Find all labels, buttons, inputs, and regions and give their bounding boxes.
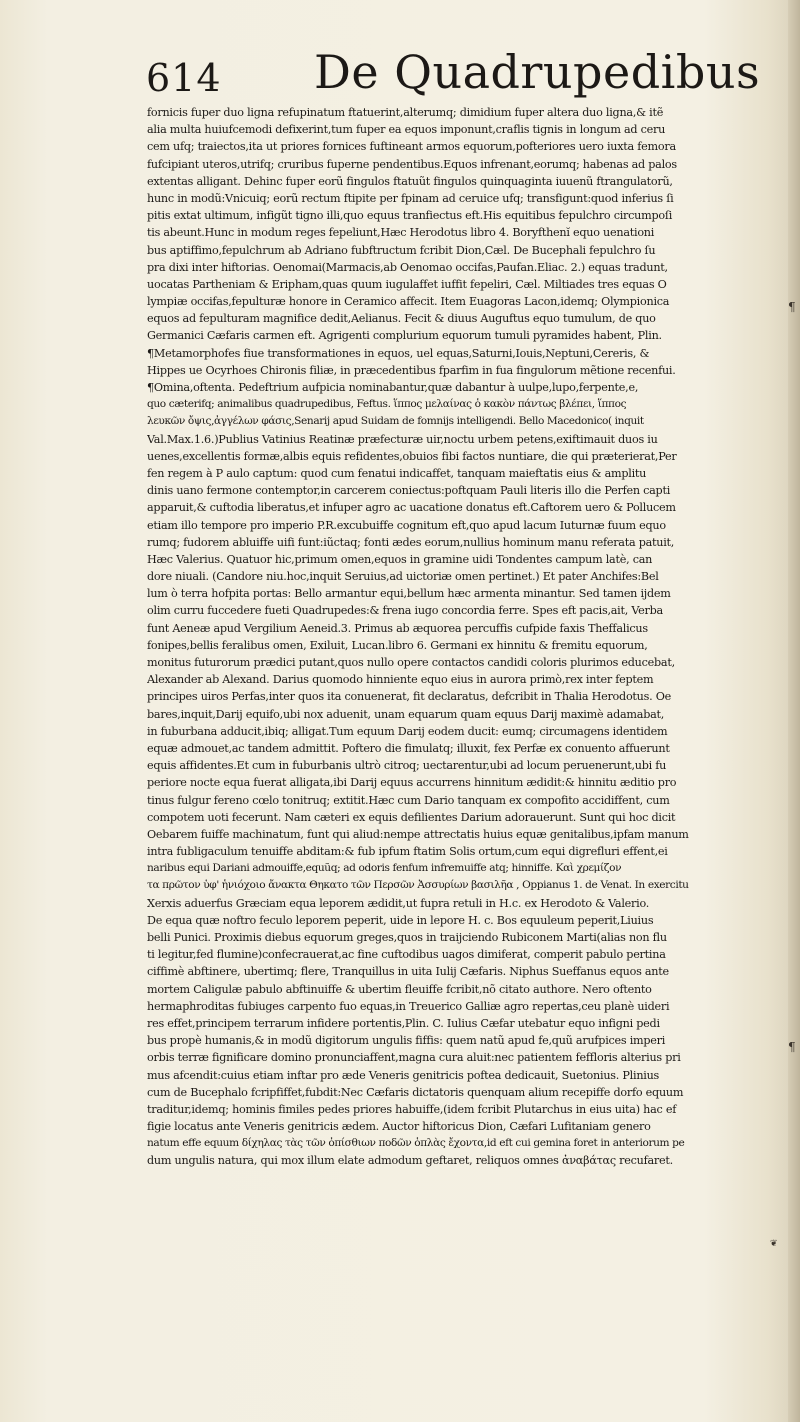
text-line: tinus fulgur fereno cœlo tonitruq; extitit.Hæc cum Dario tanquam ex compofito accidiffent, cum [147,793,670,807]
text-line: hunc in modũ:Vnicuiq; eorũ rectum ftipite per fpinam ad ceruice ufq; transfigunt:quod inferius ſi [147,191,674,205]
text-line: pra dixi inter hiftorias. Oenomai(Marmacis,ab Oenomao occifas,Paufan.Eliac. 2.) equas tradunt, [147,260,668,274]
text-line: fufcipiant uteros,utrifq; cruribus fuperne pendentibus.Equos infrenant,eorumq; habenas ad palos [147,157,677,171]
text-line: in fuburbana adducit,ibiq; alligat.Tum equum Darij eodem ducit: eumq; circumagens identidem [147,724,668,738]
text-line: uocatas Partheniam & Eripham,quas quum iugulaffet iuffit fepeliri, Cæl. Miltiades tres equas O [147,277,667,291]
body-text [147,104,787,1329]
text-line: principes uiros Perfas,inter quos ita conuenerat, fit declaratus, defcribit in Thalia Herodotus. Oe [147,690,672,704]
text-line: periore nocte equa fuerat alligata,ibi Darij equus accurrens hinnitum ædidit:& hinnitu æditio pro [147,776,677,790]
text-line: apparuit,& cuftodia liberatus,et infuper agro ac uacatione donatus eft.Caftorem uero & Pollucem [147,501,676,515]
text-line: lympiæ occifas,fepulturæ honore in Ceramico affecit. Item Euagoras Lacon,idemq; Olympionica [147,295,670,309]
text-line: dinis uano fermone contemptor,in carcerem coniectus:poftquam Pauli literis illo die Perfen capti [147,484,671,498]
page-header [146,44,786,102]
decorative-flourish: ❦ [770,1239,778,1249]
page-gutter [788,0,800,1422]
text-line: belli Punici. Proximis diebus equorum greges,quos in traijciendo Rubiconem Marti(alias non flu [147,931,667,944]
text-line: dum ungulis natura, qui mox illum elate admodum geftaret, reliquos omnes ἀναβάτας recufaret. [147,1154,673,1168]
text-line: Hæc Valerius. Quatuor hic,primum omen,equos in gramine uidi Tondentes campum latè, can [147,552,653,566]
text-line: traditur,idemq; hominis fimiles pedes priores habuiffe,(idem fcribit Plutarchus in eius uita) hac ef [147,1102,677,1116]
margin-mark: ¶ [788,1040,796,1054]
text-line: ¶Omina,oftenta. Pedeftrium aufpicia nominabantur,quæ dabantur à uulpe,lupo,ferpente,e, [147,381,639,394]
page-number: 614 [146,56,222,100]
text-line: rumq; fudorem abluiffe uifi funt:iũctaq; fonti ædes eorum,nullius hominum manu referata patuit, [147,535,675,549]
text-line: τα πρῶτον ὑφ' ἡνιόχοιο ἄνακτα Θηκατο τῶν Περσῶν Ἀσσυρίων βασιλῆα , Oppianus 1. de Venat. In exercitu [147,879,689,892]
text-line: tis abeunt.Hunc in modum reges fepeliunt,Hæc Herodotus libro 4. Boryfthenĭ equo uenationi [147,226,655,240]
text-line: equos ad fepulturam magnifice dedit,Aelianus. Fecit & diuus Auguftus equo tumulum, de quo [147,312,656,326]
text-line: res effet,principem terrarum infidere portentis,Plin. C. Iulius Cæfar utebatur equo infigni pedi [147,1016,660,1030]
text-line: Germanici Cæfaris carmen eft. Agrigenti complurium equorum tumuli pyramides habent, Plin. [147,329,662,343]
text-line: cem ufq; traiectos,ita ut priores fornices fuftineant armos equorum,pofteriores uero iuxta femora [147,140,676,154]
text-line: alia multa huiufcemodi defixerint,tum fuper ea equos imponunt,craflis tignis in longum ad ceru [147,123,666,137]
text-line: quo cæterifq; animalibus quadrupedibus, Feftus. ἵππος μελαίνας ὁ κακὸν πάντως βλέπει, ἵππος [147,398,627,411]
text-line: Hippes ue Ocyrhoes Chironis filiæ, in præcedentibus fparfim in fua fingulorum mẽtione recenfui. [147,363,676,377]
text-line: ciffimè abftinere, ubertimq; flere, Tranquillus in uita Iulij Cæfaris. Niphus Sueffanus equos ante [147,965,669,979]
margin-mark: ¶ [788,300,796,314]
text-line: Alexander ab Alexand. Darius quomodo hinniente equo eius in aurora primò,rex inter feptem [147,673,654,687]
text-line: bus aptiffimo,fepulchrum ab Adriano fubftructum fcribit Dion,Cæl. De Bucephali fepulchro ſu [147,243,656,257]
text-line: equæ admouet,ac tandem admittit. Poftero die fimulatq; illuxit, fex Perfæ ex conuento affuerunt [147,741,670,755]
text-line: lum ò terra hofpita portas: Bello armantur equi,bellum hæc armenta minantur. Sed tamen ijdem [147,587,671,601]
text-line: intra fubligaculum tenuiffe abditam:& fub ipfum ftatim Solis ortum,cum equi digrefluri effent,ei [147,845,668,859]
text-line: fornicis fuper duo ligna refupinatum ftatuerint,alterumq; dimidium fuper altera duo ligna,& itẽ [147,106,664,119]
text-line: mus afcendit:cuius etiam inftar pro æde Veneris genitricis poftea dedicauit, Suetonius. Plinius [147,1068,660,1082]
text-line: extentas alligant. Dehinc fuper eorũ fingulos ftatuũt fingulos quinquaginta iuuenũ ftrangulatorũ, [147,174,673,188]
text-line: pitis extat ultimum, infigũt tigno illi,quo equus tranfiectus eft.His equitibus fepulchro circumpoſi [147,209,673,223]
text-line: Oebarem fuiffe machinatum, funt qui aliud:nempe attrectatis huius equæ genitalibus,ipfam manum [147,827,689,841]
text-line: funt Aeneæ apud Vergilium Aeneid.3. Primus ab æquorea percuffis cufpide faxis Theffalicus [147,621,648,635]
text-line: natum effe equum δίχηλας τὰς τῶν ὀπίσθιων ποδῶν ὁπλὰς ἔχοντα,id eft cui gemina foret in anteriorum pe [147,1137,685,1150]
text-line: fen regem à P aulo captum: quod cum fenatui indicaffet, tanquam maieftatis eius & amplitu [147,466,647,480]
text-line: ¶Metamorphofes fiue transformationes in equos, uel equas,Saturni,Iouis,Neptuni,Cereris, & [147,346,650,360]
text-line: λευκῶν ὄψις,ἀγγέλων φάσις,Senarij apud Suidam de fomnijs intelligendi. Bello Macedonico( inquit [147,415,644,428]
text-line: De equa quæ noftro feculo leporem peperit, uide in lepore H. c. Bos equuleum peperit,Liuius [147,913,654,927]
text-line: compotem uoti fecerunt. Nam cæteri ex equis defilientes Darium adorauerunt. Sunt qui hoc dicit [147,810,676,824]
text-line: figie locatus ante Veneris genitricis ædem. Auctor hiftoricus Dion, Cæfari Lufitaniam genero [147,1120,651,1134]
text-line: bares,inquit,Darij equifo,ubi nox aduenit, unam equarum quam equus Darij maximè adamabat, [147,707,665,721]
text-line: etiam illo tempore pro imperio P.R.excubuiffe cognitum eft,quo apud lacum Iuturnæ fuum equo [147,518,666,532]
text-line: fonipes,bellis feralibus omen, Exiluit, Lucan.libro 6. Germani ex hinnitu & fremitu equorum, [147,638,648,652]
text-line: cum de Bucephalo fcripfiffet,fubdit:Nec Cæfaris dictatoris quenquam alium recepiffe dorfo equum [147,1085,684,1099]
text-line: orbis terræ fignificare domino pronunciaffent,magna cura aluit:nec patientem feffloris alterius pri [147,1051,681,1065]
text-line: bus propè humanis,& in modũ digitorum ungulis fiffis: quem natũ apud fe,quũ arufpices imperi [147,1034,666,1048]
running-title: De Quadrupedibus [314,45,761,99]
text-line: Val.Max.1.6.)Publius Vatinius Reatinæ præfecturæ uir,noctu urbem petens,exiftimauit duos iu [147,432,658,446]
text-line: Xerxis aduerfus Græciam equa leporem ædidit,ut fupra retuli in H.c. ex Herodoto & Valerio. [147,896,650,910]
text-line: mortem Caligulæ pabulo abftinuiffe & ubertim fleuiffe fcribit,nõ citato authore. Nero oftento [147,982,652,996]
text-line: uenes,excellentis formæ,albis equis refidentes,obuios fibi factos nuntiare, die qui præterierat,Per [147,449,677,463]
text-line: naribus equi Dariani admouiffe,equũq; ad odoris fenfum infremuiffe atq; hinniffe. Καὶ χρεμίζον [147,862,622,875]
text-line: olim curru fuccedere fueti Quadrupedes:& frena iugo concordia ferre. Spes eft pacis,ait, Verba [147,604,663,618]
text-line: ti legitur,fed flumine)confecrauerat,ac fine cuftodibus uagos dimiferat, comperit pabulo pertina [147,948,666,962]
text-line: monitus futurorum prædici putant,quos nullo opere contactos candidi coloris plurimos educebat, [147,656,675,669]
text-line: hermaphroditas fubiuges carpento fuo equas,in Treuerico Galliæ agro repertas,ceu planè uideri [147,999,670,1013]
text-line: equis affidentes.Et cum in fuburbanis ultrò citroq; uectarentur,ubi ad locum peruenerunt,ubi fu [147,759,667,773]
text-line: dore niuali. (Candore niu.hoc,inquit Seruius,ad uictoriæ omen pertinet.) Et pater Anchifes:Bel [147,570,659,584]
